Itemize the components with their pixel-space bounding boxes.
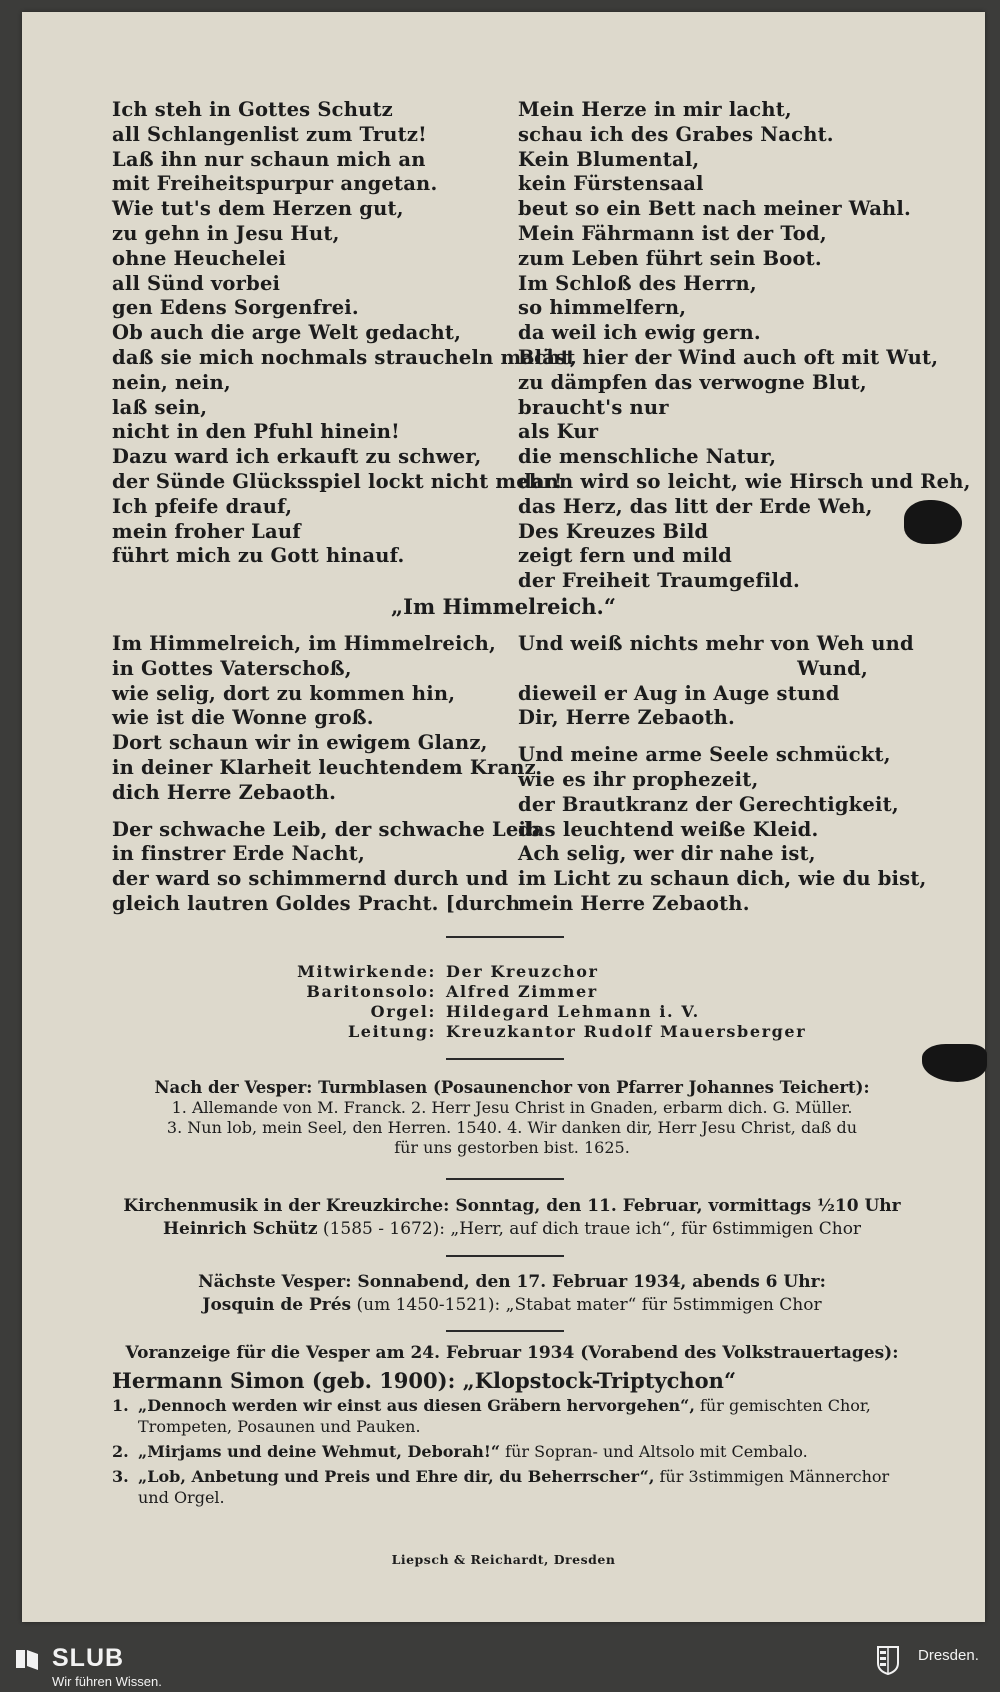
poem-line-continuation: Wund,: [797, 656, 868, 680]
composer-name: Heinrich Schütz: [162, 1219, 318, 1239]
item-desc: für Sopran- und Altsolo mit Cembalo.: [500, 1442, 808, 1461]
poem-line: Dazu ward ich erkauft zu schwer,: [112, 445, 482, 469]
dresden-crest-icon: [876, 1645, 900, 1675]
after-vesper-line: 1. Allemande von M. Franck. 2. Herr Jesu Christ in Gnaden, erbarm dich. G. Müller.: [171, 1098, 853, 1117]
credit-row: [22, 1002, 985, 1022]
credit-name: Alfred Zimmer: [446, 982, 598, 1001]
poem-line: mein froher Lauf: [112, 519, 301, 543]
poem-line: Ach selig, wer dir nahe ist,: [518, 842, 816, 866]
after-vesper-section: [112, 1077, 912, 1158]
preview-composer-line: [112, 1370, 912, 1391]
poem-line: Kein Blumental,: [518, 147, 700, 171]
poem-line: dieweil er Aug in Auge stund: [518, 681, 840, 705]
work-info: (um 1450-1521): „Stabat mater“ für 5stimmigen Chor: [351, 1295, 822, 1315]
poem-line: so himmelfern,: [518, 296, 687, 320]
poem-line: Mein Fährmann ist der Tod,: [518, 221, 827, 245]
dresden-brand[interactable]: Dresden.: [918, 1647, 979, 1664]
poem-line: mit Freiheitspurpur angetan.: [112, 172, 438, 196]
credit-name: Kreuzkantor Rudolf Mauersberger: [446, 1022, 807, 1041]
poem-line: daß sie mich nochmals straucheln macht,: [112, 345, 577, 369]
printer-imprint: Liepsch & Reichardt, Dresden: [391, 1552, 616, 1567]
poem-line: als Kur: [518, 420, 599, 444]
poem-line: da weil ich ewig gern.: [518, 321, 761, 345]
poem-line: Ob auch die arge Welt gedacht,: [112, 321, 462, 345]
next-vesper-line: Nächste Vesper: Sonnabend, den 17. Februar 1934, abends 6 Uhr:: [198, 1272, 826, 1292]
poem-line: Im Himmelreich, im Himmelreich,: [112, 632, 497, 655]
item-text: [138, 1466, 912, 1508]
poem2-right-column: [518, 632, 927, 917]
poem-line: der Brautkranz der Gerechtigkeit,: [518, 792, 899, 816]
poem-line: Laß ihn nur schaun mich an: [112, 147, 426, 171]
composer-name: Hermann Simon: [112, 1368, 305, 1393]
poem-line: beut so ein Bett nach meiner Wahl.: [518, 197, 912, 221]
poem-line: gleich lautren Goldes Pracht. [durch: [112, 891, 521, 915]
credit-role: Baritonsolo:: [306, 982, 436, 1001]
poem-line: Mein Herze in mir lacht,: [518, 98, 792, 121]
preview-section: [112, 1343, 912, 1508]
poem-line: Wie tut's dem Herzen gut,: [112, 197, 404, 221]
poem-line: schau ich des Grabes Nacht.: [518, 122, 834, 146]
poem-line: Der schwache Leib, der schwache Leib: [112, 817, 540, 841]
poem-line: führt mich zu Gott hinauf.: [112, 544, 405, 568]
poem-line: Dir, Herre Zebaoth.: [518, 706, 736, 730]
item-number: 3.: [112, 1467, 129, 1486]
poem-line: wie selig, dort zu kommen hin,: [112, 681, 456, 705]
ink-blot: [922, 1044, 987, 1082]
poem-line: zeigt fern und mild: [518, 544, 733, 568]
item-title: „Dennoch werden wir einst aus diesen Gräbern hervorgehen“,: [138, 1396, 695, 1415]
preview-item: [112, 1395, 912, 1437]
church-music-section: [112, 1195, 912, 1241]
divider: [446, 1255, 564, 1257]
after-vesper-line: 3. Nun lob, mein Seel, den Herren. 1540. 4. Wir danken dir, Herr Jesu Christ, daß du: [166, 1118, 858, 1137]
poem-line: nein, nein,: [112, 370, 231, 394]
item-number: 2.: [112, 1442, 129, 1461]
church-music-line: [112, 1218, 912, 1241]
credit-role: Mitwirkende:: [297, 962, 436, 981]
credit-row: [22, 1022, 985, 1042]
credit-name: Hildegard Lehmann i. V.: [446, 1002, 700, 1021]
poem-line: laß sein,: [112, 395, 208, 419]
poem2-left-column: [112, 632, 540, 917]
poem-line: dich Herre Zebaoth.: [112, 780, 337, 804]
preview-item: [112, 1441, 912, 1462]
item-text: [138, 1441, 912, 1462]
poem2-title: „Im Himmelreich.“: [391, 594, 616, 619]
poem-line: gen Edens Sorgenfrei.: [112, 296, 359, 320]
preview-item: [112, 1466, 912, 1508]
poem-line: zu dämpfen das verwogne Blut,: [518, 370, 867, 394]
divider: [446, 1058, 564, 1060]
next-vesper-line: [112, 1294, 912, 1317]
poem-line: dann wird so leicht, wie Hirsch und Reh,: [518, 469, 971, 493]
church-music-line: Kirchenmusik in der Kreuzkirche: Sonntag, den 11. Februar, vormittags ½10 Uhr: [123, 1196, 901, 1216]
poem-line: Im Schloß des Herrn,: [518, 271, 757, 295]
stanza-gap: [518, 731, 927, 743]
poem-line: Ich steh in Gottes Schutz: [112, 98, 393, 121]
poem-line: im Licht zu schaun dich, wie du bist,: [518, 867, 927, 891]
poem-line: Ich pfeife drauf,: [112, 494, 293, 518]
divider: [446, 1330, 564, 1332]
stanza-gap: [112, 806, 540, 818]
poem-line: braucht's nur: [518, 395, 669, 419]
after-vesper-heading: Nach der Vesper: Turmblasen (Posaunenchor von Pfarrer Johannes Teichert):: [154, 1078, 870, 1097]
item-text: [138, 1395, 912, 1437]
poem-line: die menschliche Natur,: [518, 445, 777, 469]
poem-line: mein Herre Zebaoth.: [518, 891, 750, 915]
credits: [22, 962, 985, 1042]
item-title: „Lob, Anbetung und Preis und Ehre dir, du Beherrscher“,: [138, 1467, 655, 1486]
credit-row: [22, 962, 985, 982]
program-page: [22, 12, 985, 1622]
poem-line: all Sünd vorbei: [112, 271, 281, 295]
composer-name: Josquin de Prés: [202, 1295, 352, 1315]
poem-line: wie ist die Wonne groß.: [112, 706, 374, 730]
poem-line: der ward so schimmernd durch und: [112, 867, 509, 891]
viewer-footer: [0, 1637, 1000, 1692]
poem-line: wie es ihr prophezeit,: [518, 767, 759, 791]
credit-name: Der Kreuzchor: [446, 962, 599, 981]
credit-role: Orgel:: [370, 1002, 436, 1021]
next-vesper-section: [112, 1271, 912, 1317]
divider: [446, 1178, 564, 1180]
poem-line: Bläst hier der Wind auch oft mit Wut,: [518, 345, 939, 369]
divider: [446, 936, 564, 938]
poem-line: das Herz, das litt der Erde Weh,: [518, 494, 873, 518]
item-title: „Mirjams und deine Wehmut, Deborah!“: [138, 1442, 501, 1461]
poem-line: der Sünde Glücksspiel lockt nicht mehr!: [112, 469, 563, 493]
poem1-left-column: [112, 98, 577, 569]
poem-line: das leuchtend weiße Kleid.: [518, 817, 819, 841]
preview-heading: Voranzeige für die Vesper am 24. Februar 1934 (Vorabend des Volkstrauertages):: [125, 1343, 899, 1363]
slub-brand[interactable]: SLUB: [52, 1644, 125, 1672]
poem1-right-column: [518, 98, 971, 594]
poem-line: in deiner Klarheit leuchtendem Kranz: [112, 755, 536, 779]
work-info: (1585 - 1672): „Herr, auf dich traue ich“, für 6stimmigen Chor: [317, 1219, 862, 1239]
item-number: 1.: [112, 1396, 129, 1415]
poem-line: ohne Heuchelei: [112, 246, 287, 270]
poem-line: Des Kreuzes Bild: [518, 519, 709, 543]
poem-line: kein Fürstensaal: [518, 172, 704, 196]
poem-line: all Schlangenlist zum Trutz!: [112, 122, 427, 146]
poem-line: Und meine arme Seele schmückt,: [518, 743, 891, 767]
credit-role: Leitung:: [347, 1022, 436, 1041]
poem-line: zu gehn in Jesu Hut,: [112, 221, 340, 245]
poem-line: zum Leben führt sein Boot.: [518, 246, 822, 270]
poem-line: in Gottes Vaterschoß,: [112, 656, 352, 680]
credit-row: [22, 982, 985, 1002]
work-title: (geb. 1900): „Klopstock-Triptychon“: [304, 1368, 737, 1393]
poem-line: Dort schaun wir in ewigem Glanz,: [112, 731, 488, 755]
poem-line: der Freiheit Traumgefild.: [518, 569, 800, 593]
poem-line: nicht in den Pfuhl hinein!: [112, 420, 400, 444]
item-desc: für 3stimmigen Männerchor und Orgel.: [138, 1467, 890, 1507]
slub-logo-icon[interactable]: [14, 1646, 40, 1672]
slub-tagline: Wir führen Wissen.: [52, 1674, 162, 1689]
poem-line: in finstrer Erde Nacht,: [112, 842, 365, 866]
poem-line: Und weiß nichts mehr von Weh und: [518, 632, 914, 655]
after-vesper-line: für uns gestorben bist. 1625.: [394, 1138, 630, 1157]
item-desc: für gemischten Chor, Trompeten, Posaunen und Pauken.: [138, 1396, 871, 1436]
